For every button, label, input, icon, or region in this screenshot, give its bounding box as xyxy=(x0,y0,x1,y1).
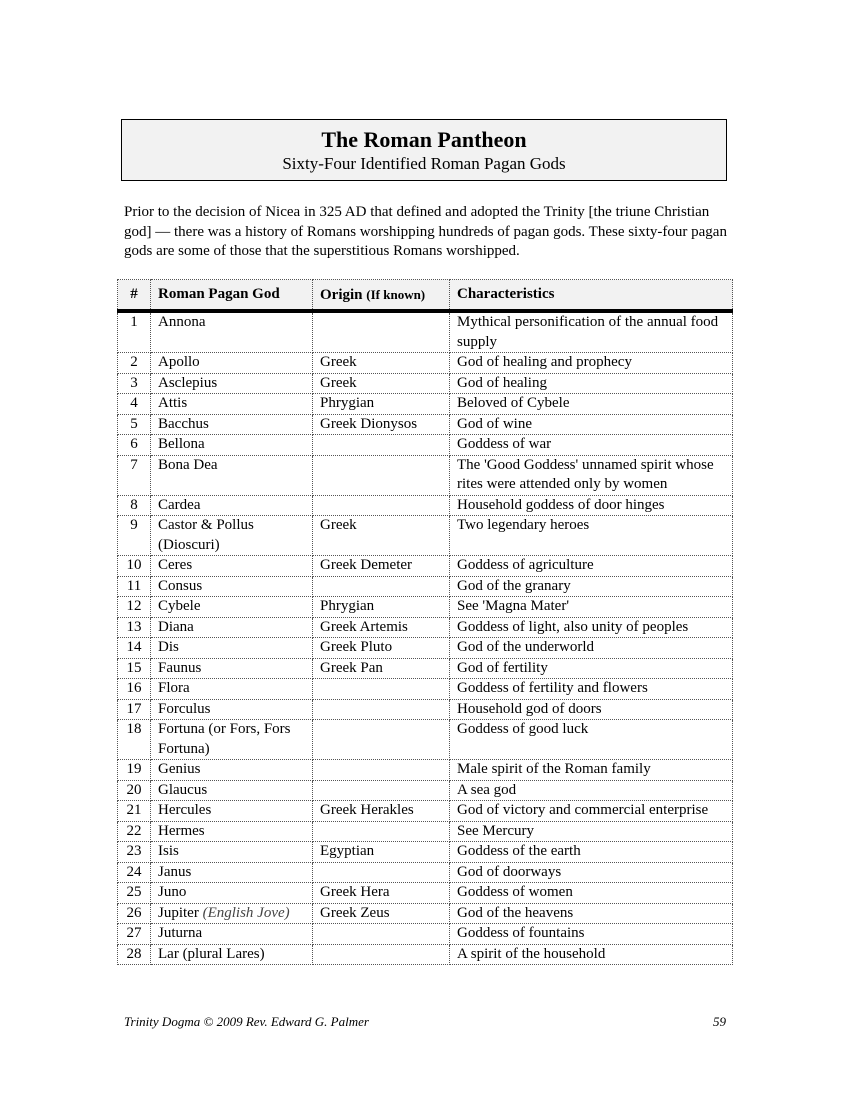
origin-cell xyxy=(313,455,450,495)
god-name-cell xyxy=(151,883,313,904)
table-row xyxy=(118,576,733,597)
table-row xyxy=(118,903,733,924)
table-row xyxy=(118,780,733,801)
characteristics-cell: God of the heavens xyxy=(450,903,733,924)
god-name: Lar (plural Lares) xyxy=(158,945,265,962)
row-number: 16 xyxy=(118,679,151,700)
characteristics-cell: Goddess of light, also unity of peoples xyxy=(450,617,733,638)
table-row xyxy=(118,679,733,700)
god-name: Consus xyxy=(158,577,203,594)
table-row xyxy=(118,862,733,883)
row-number: 2 xyxy=(118,353,151,374)
characteristics-cell: God of fertility xyxy=(450,658,733,679)
table-row xyxy=(118,638,733,659)
god-name: Dis xyxy=(158,639,179,655)
origin-cell: Greek Herakles xyxy=(313,801,450,822)
characteristics-cell: God of victory and commercial enterprise xyxy=(450,801,733,822)
god-name: Diana xyxy=(158,618,194,635)
god-name-cell xyxy=(151,576,313,597)
origin-cell xyxy=(313,944,450,965)
characteristics-cell: Goddess of good luck xyxy=(450,720,733,760)
god-name: Forculus xyxy=(158,700,211,717)
god-name: Annona xyxy=(158,314,206,330)
god-name: Asclepius xyxy=(158,374,218,391)
god-name-cell xyxy=(151,597,313,618)
characteristics-cell: A sea god xyxy=(450,780,733,801)
row-number: 19 xyxy=(118,760,151,781)
characteristics-cell: See Mercury xyxy=(450,821,733,842)
god-name: Glaucus xyxy=(158,781,208,798)
table-row xyxy=(118,658,733,679)
god-name: Jupiter xyxy=(158,904,199,921)
page-subtitle: Sixty-Four Identified Roman Pagan Gods xyxy=(282,154,566,173)
characteristics-cell: Household goddess of door hinges xyxy=(450,495,733,516)
table-row xyxy=(118,924,733,945)
column-header-origin-label: Origin xyxy=(320,286,363,303)
row-number: 15 xyxy=(118,658,151,679)
origin-cell: Egyptian xyxy=(313,842,450,863)
god-name-cell xyxy=(151,455,313,495)
column-header-characteristics: Characteristics xyxy=(450,280,733,312)
origin-cell: Phrygian xyxy=(313,597,450,618)
characteristics-cell: Goddess of fountains xyxy=(450,924,733,945)
characteristics-cell: Goddess of the earth xyxy=(450,842,733,863)
row-number: 27 xyxy=(118,924,151,945)
god-name: Fortuna (or Fors, Fors Fortuna) xyxy=(158,721,291,757)
god-name-cell xyxy=(151,638,313,659)
row-number: 21 xyxy=(118,801,151,822)
god-name-cell xyxy=(151,311,313,353)
table-row xyxy=(118,353,733,374)
row-number: 8 xyxy=(118,495,151,516)
god-name: Juturna xyxy=(158,925,203,941)
origin-cell xyxy=(313,699,450,720)
god-name-cell xyxy=(151,556,313,577)
row-number: 18 xyxy=(118,720,151,760)
row-number: 6 xyxy=(118,435,151,456)
god-name-cell xyxy=(151,394,313,415)
table-row xyxy=(118,495,733,516)
row-number: 13 xyxy=(118,617,151,638)
table-row xyxy=(118,414,733,435)
characteristics-cell: God of wine xyxy=(450,414,733,435)
origin-cell xyxy=(313,679,450,700)
row-number: 25 xyxy=(118,883,151,904)
god-name: Hermes xyxy=(158,822,205,839)
row-number: 3 xyxy=(118,373,151,394)
god-name-cell xyxy=(151,658,313,679)
row-number: 5 xyxy=(118,414,151,435)
god-name-cell xyxy=(151,720,313,760)
footer-copyright: Trinity Dogma © 2009 Rev. Edward G. Palmer xyxy=(124,1014,369,1029)
characteristics-cell: Beloved of Cybele xyxy=(450,394,733,415)
table-row xyxy=(118,373,733,394)
table-row xyxy=(118,801,733,822)
origin-cell: Greek xyxy=(313,373,450,394)
god-name-cell xyxy=(151,944,313,965)
origin-cell: Greek Pan xyxy=(313,658,450,679)
god-name: Attis xyxy=(158,395,188,411)
column-header-origin-note: (If known) xyxy=(366,286,426,302)
characteristics-cell: Mythical personification of the annual food supply xyxy=(450,311,733,353)
god-name: Bacchus xyxy=(158,415,209,432)
god-name: Cybele xyxy=(158,598,201,614)
god-name-cell xyxy=(151,801,313,822)
origin-cell: Greek Artemis xyxy=(313,617,450,638)
row-number: 24 xyxy=(118,862,151,883)
origin-cell xyxy=(313,862,450,883)
characteristics-cell: See 'Magna Mater' xyxy=(450,597,733,618)
god-name-cell xyxy=(151,780,313,801)
column-header-name: Roman Pagan God xyxy=(151,280,313,312)
table-row xyxy=(118,435,733,456)
origin-cell: Greek xyxy=(313,516,450,556)
god-name: Castor & Pollus (Dioscuri) xyxy=(158,517,254,553)
characteristics-cell: Goddess of agriculture xyxy=(450,556,733,577)
origin-cell xyxy=(313,435,450,456)
row-number: 14 xyxy=(118,638,151,659)
row-number: 10 xyxy=(118,556,151,577)
table-row xyxy=(118,883,733,904)
origin-cell xyxy=(313,311,450,353)
characteristics-cell: God of healing and prophecy xyxy=(450,353,733,374)
characteristics-cell: Two legendary heroes xyxy=(450,516,733,556)
origin-cell xyxy=(313,576,450,597)
origin-cell: Greek Dionysos xyxy=(313,414,450,435)
table-row xyxy=(118,394,733,415)
origin-cell: Greek Demeter xyxy=(313,556,450,577)
table-row xyxy=(118,842,733,863)
characteristics-cell: God of the underworld xyxy=(450,638,733,659)
characteristics-cell: Goddess of fertility and flowers xyxy=(450,679,733,700)
god-name: Apollo xyxy=(158,354,200,370)
god-name-cell xyxy=(151,516,313,556)
row-number: 22 xyxy=(118,821,151,842)
table-row xyxy=(118,455,733,495)
characteristics-cell: The 'Good Goddess' unnamed spirit whose rites were attended only by women xyxy=(450,455,733,495)
god-name-cell xyxy=(151,617,313,638)
god-name: Genius xyxy=(158,761,201,777)
row-number: 4 xyxy=(118,394,151,415)
origin-cell xyxy=(313,495,450,516)
characteristics-cell: Male spirit of the Roman family xyxy=(450,760,733,781)
characteristics-cell: God of doorways xyxy=(450,862,733,883)
origin-cell xyxy=(313,821,450,842)
page-number: 59 xyxy=(713,1014,726,1029)
table-row xyxy=(118,699,733,720)
column-header-origin xyxy=(313,280,450,312)
god-name-cell xyxy=(151,760,313,781)
origin-cell: Greek xyxy=(313,353,450,374)
row-number: 7 xyxy=(118,455,151,495)
characteristics-cell: A spirit of the household xyxy=(450,944,733,965)
table-row xyxy=(118,760,733,781)
page-title: The Roman Pantheon xyxy=(321,127,527,152)
row-number: 23 xyxy=(118,842,151,863)
table-row xyxy=(118,597,733,618)
god-name-cell xyxy=(151,373,313,394)
god-name: Ceres xyxy=(158,557,193,573)
god-name-cell xyxy=(151,699,313,720)
gods-table xyxy=(117,279,733,965)
table-row xyxy=(118,617,733,638)
table-row xyxy=(118,556,733,577)
table-row xyxy=(118,311,733,353)
god-name: Bellona xyxy=(158,436,205,452)
god-name-cell xyxy=(151,495,313,516)
characteristics-cell: God of the granary xyxy=(450,576,733,597)
table-row xyxy=(118,516,733,556)
row-number: 26 xyxy=(118,903,151,924)
god-name: Isis xyxy=(158,843,179,859)
god-name-cell xyxy=(151,842,313,863)
origin-cell: Phrygian xyxy=(313,394,450,415)
table-header-row xyxy=(118,280,733,312)
origin-cell: Greek Zeus xyxy=(313,903,450,924)
god-name-cell xyxy=(151,679,313,700)
characteristics-cell: Goddess of women xyxy=(450,883,733,904)
origin-cell: Greek Hera xyxy=(313,883,450,904)
god-name: Faunus xyxy=(158,659,202,676)
row-number: 20 xyxy=(118,780,151,801)
row-number: 17 xyxy=(118,699,151,720)
origin-cell xyxy=(313,760,450,781)
row-number: 1 xyxy=(118,311,151,353)
table-row xyxy=(118,821,733,842)
row-number: 12 xyxy=(118,597,151,618)
row-number: 9 xyxy=(118,516,151,556)
god-name-cell xyxy=(151,353,313,374)
column-header-number: # xyxy=(118,280,151,312)
title-box xyxy=(121,119,727,181)
table-body xyxy=(118,311,733,965)
intro-paragraph: Prior to the decision of Nicea in 325 AD that defined and adopted the Trinity [the triune Christian god] — there was a history of Romans worshipping hundreds of pagan gods. These sixty-four pagan gods are some of those that the superstitious Romans worshipped. xyxy=(124,204,727,259)
origin-cell xyxy=(313,720,450,760)
god-name-cell xyxy=(151,862,313,883)
origin-cell xyxy=(313,924,450,945)
characteristics-cell: Goddess of war xyxy=(450,435,733,456)
origin-cell: Greek Pluto xyxy=(313,638,450,659)
god-name-note: (English Jove) xyxy=(202,904,290,921)
god-name-cell xyxy=(151,414,313,435)
table-row xyxy=(118,944,733,965)
god-name: Hercules xyxy=(158,802,212,818)
table-row xyxy=(118,720,733,760)
god-name-cell xyxy=(151,903,313,924)
god-name: Flora xyxy=(158,680,190,696)
origin-cell xyxy=(313,780,450,801)
god-name: Juno xyxy=(158,884,187,900)
god-name-cell xyxy=(151,821,313,842)
row-number: 11 xyxy=(118,576,151,597)
god-name: Janus xyxy=(158,863,192,880)
row-number: 28 xyxy=(118,944,151,965)
characteristics-cell: Household god of doors xyxy=(450,699,733,720)
god-name: Cardea xyxy=(158,496,201,513)
god-name: Bona Dea xyxy=(158,456,218,473)
god-name-cell xyxy=(151,435,313,456)
characteristics-cell: God of healing xyxy=(450,373,733,394)
god-name-cell xyxy=(151,924,313,945)
